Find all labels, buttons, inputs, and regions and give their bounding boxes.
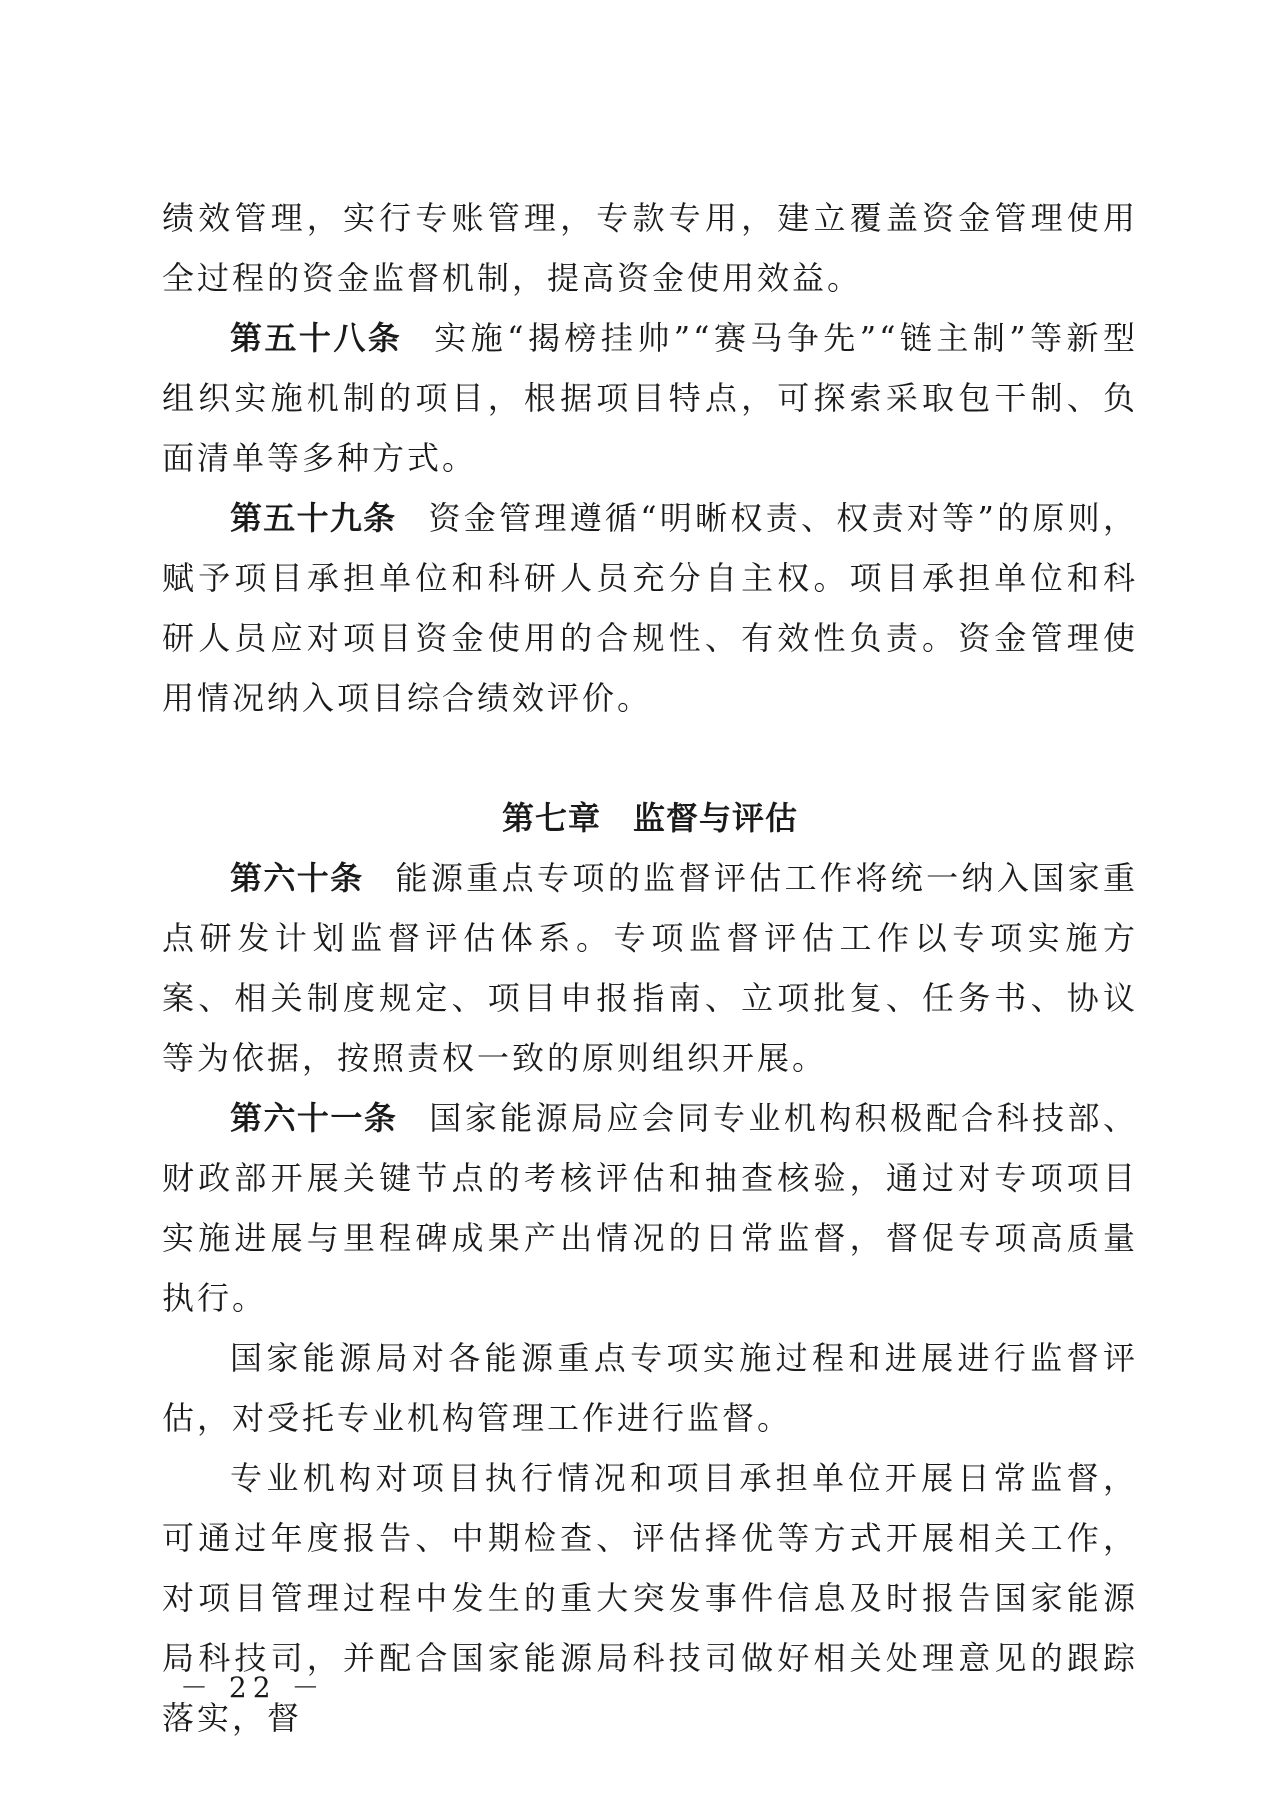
article-58-text: 实施“揭榜挂帅”“赛马争先”“链主制”等新型组织实施机制的项目，根据项目特点，可探索采取包干制、负面清单等多种方式。 [162, 319, 1138, 477]
article-59-text: 资金管理遵循“明晰权责、权责对等”的原则，赋予项目承担单位和科研人员充分自主权。项目承担单位和科研人员应对项目资金使用的合规性、有效性负责。资金管理使用情况纳入项目综合绩效评价。 [162, 499, 1138, 717]
article-60 [162, 848, 1138, 1088]
document-body [162, 188, 1138, 1748]
article-61-title: 第六十一条 [230, 1099, 398, 1137]
paragraph-text: 绩效管理，实行专账管理，专款专用，建立覆盖资金管理使用全过程的资金监督机制，提高资金使用效益。 [162, 199, 1138, 297]
chapter-title: 监督与评估 [633, 799, 799, 837]
article-59 [162, 488, 1138, 728]
chapter-number: 第七章 [501, 799, 601, 837]
paragraph-text: 国家能源局对各能源重点专项实施过程和进展进行监督评估，对受托专业机构管理工作进行监督。 [162, 1339, 1138, 1437]
article-58 [162, 308, 1138, 488]
paragraph-bureau [162, 1328, 1138, 1448]
paragraph-text: 专业机构对项目执行情况和项目承担单位开展日常监督，可通过年度报告、中期检查、评估择优等方式开展相关工作，对项目管理过程中发生的重大突发事件信息及时报告国家能源局科技司，并配合国家能源局科技司做好相关处理意见的跟踪落实，督 [162, 1459, 1138, 1737]
article-59-title: 第五十九条 [230, 499, 397, 537]
paragraph-continued [162, 188, 1138, 308]
article-61-text: 国家能源局应会同专业机构积极配合科技部、财政部开展关键节点的考核评估和抽查核验，通过对专项项目实施进展与里程碑成果产出情况的日常监督，督促专项高质量执行。 [162, 1099, 1138, 1317]
article-60-title: 第六十条 [230, 859, 364, 897]
article-58-title: 第五十八条 [230, 319, 403, 357]
article-60-text: 能源重点专项的监督评估工作将统一纳入国家重点研发计划监督评估体系。专项监督评估工作以专项实施方案、相关制度规定、项目申报指南、立项批复、任务书、协议等为依据，按照责权一致的原则组织开展。 [162, 859, 1138, 1077]
article-61 [162, 1088, 1138, 1328]
page-number: － 22 － [180, 1671, 326, 1704]
chapter-heading [162, 728, 1138, 848]
